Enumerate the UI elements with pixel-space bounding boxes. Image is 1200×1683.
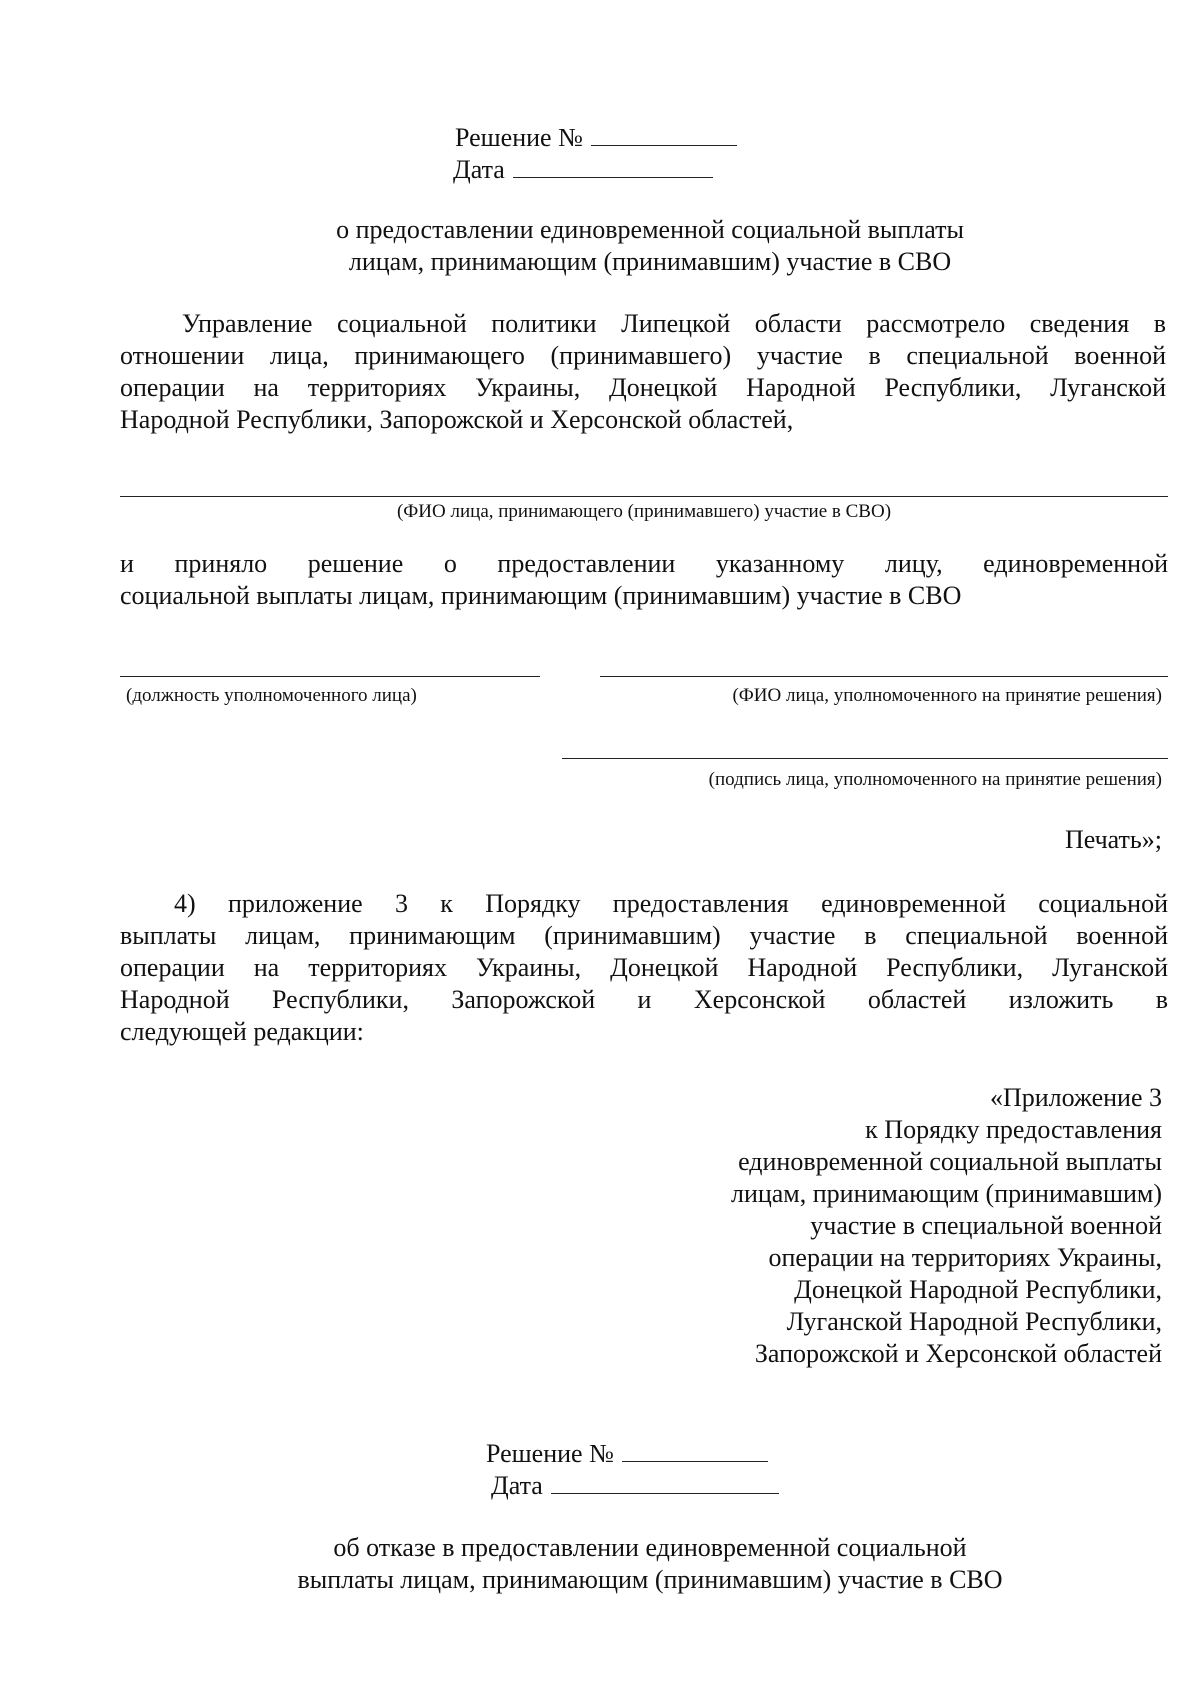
decision2-number-field[interactable] (622, 1441, 768, 1462)
stamp-label: Печать»; (1064, 825, 1162, 854)
appendix3-line: участие в специальной военной (810, 1211, 1162, 1240)
appendix3-line: Запорожской и Херсонской областей (754, 1339, 1162, 1368)
decision1-date-label: Дата (453, 155, 505, 184)
fio-line[interactable] (120, 496, 1168, 497)
signature-caption: (подпись лица, уполномоченного на принятие решения) (708, 769, 1162, 790)
decision1-date (453, 154, 713, 186)
decision2-number-label: Решение № (486, 1439, 614, 1468)
fio-caption: (ФИО лица, принимающего (принимавшего) участие в СВО) (396, 501, 892, 522)
item4-line: следующей редакции: (120, 1017, 364, 1046)
decision1-title-line1: о предоставлении единовременной социальной выплаты (336, 215, 964, 244)
appendix3-line: «Приложение 3 (989, 1083, 1162, 1112)
decision2-title-line1: об отказе в предоставлении единовременной социальной (333, 1533, 967, 1562)
decision1-title-line2: лицам, принимающим (принимавшим) участие в СВО (348, 247, 952, 276)
position-line[interactable] (120, 676, 540, 677)
appendix3-line: к Порядку предоставления (865, 1115, 1162, 1144)
appendix3-line: Луганской Народной Республики, (786, 1307, 1162, 1336)
signature-line[interactable] (562, 758, 1168, 759)
item4-line: операции на территориях Украины, Донецкой Народной Республики, Луганской (120, 953, 1168, 982)
official-fio-caption: (ФИО лица, уполномоченного на принятие решения) (732, 685, 1162, 706)
decision1-body (120, 308, 1166, 436)
decision-line: и приняло решение о предоставлении указанному лицу, единовременной (120, 549, 1168, 578)
body-line: Народной Республики, Запорожской и Херсонской областей, (120, 405, 794, 434)
position-caption: (должность уполномоченного лица) (126, 685, 417, 706)
decision2-date-label: Дата (491, 1471, 543, 1500)
appendix3-line: операции на территориях Украины, (768, 1243, 1162, 1272)
official-fio-line[interactable] (600, 676, 1168, 677)
item4-line: выплаты лицам, принимающим (принимавшим) участие в специальной военной (120, 921, 1168, 950)
appendix3-line: единовременной социальной выплаты (738, 1147, 1162, 1176)
decision-line: социальной выплаты лицам, принимающим (принимавшим) участие в СВО (120, 581, 962, 610)
decision2-date-field[interactable] (551, 1473, 779, 1494)
appendix3-line: лицам, принимающим (принимавшим) (730, 1179, 1162, 1208)
appendix3-line: Донецкой Народной Республики, (794, 1275, 1162, 1304)
decision1-number (455, 122, 737, 154)
decision2-date (491, 1470, 779, 1502)
body-line: Управление социальной политики Липецкой области рассмотрело сведения в (182, 309, 1166, 338)
decision1-decision-text (120, 548, 1168, 612)
decision1-number-field[interactable] (591, 125, 737, 146)
decision1-number-label: Решение № (455, 123, 583, 152)
item4-paragraph (120, 888, 1168, 1048)
decision2-title-line2: выплаты лицам, принимающим (принимавшим) участие в СВО (297, 1565, 1003, 1594)
item4-line: 4) приложение 3 к Порядку предоставления единовременной социальной (174, 889, 1168, 918)
body-line: операции на территориях Украины, Донецкой Народной Республики, Луганской (120, 373, 1166, 402)
item4-line: Народной Республики, Запорожской и Херсонской областей изложить в (120, 985, 1168, 1014)
body-line: отношении лица, принимающего (принимавшего) участие в специальной военной (120, 341, 1166, 370)
decision1-date-field[interactable] (513, 157, 713, 178)
decision2-number (486, 1438, 768, 1470)
appendix3-header (600, 1082, 1162, 1370)
